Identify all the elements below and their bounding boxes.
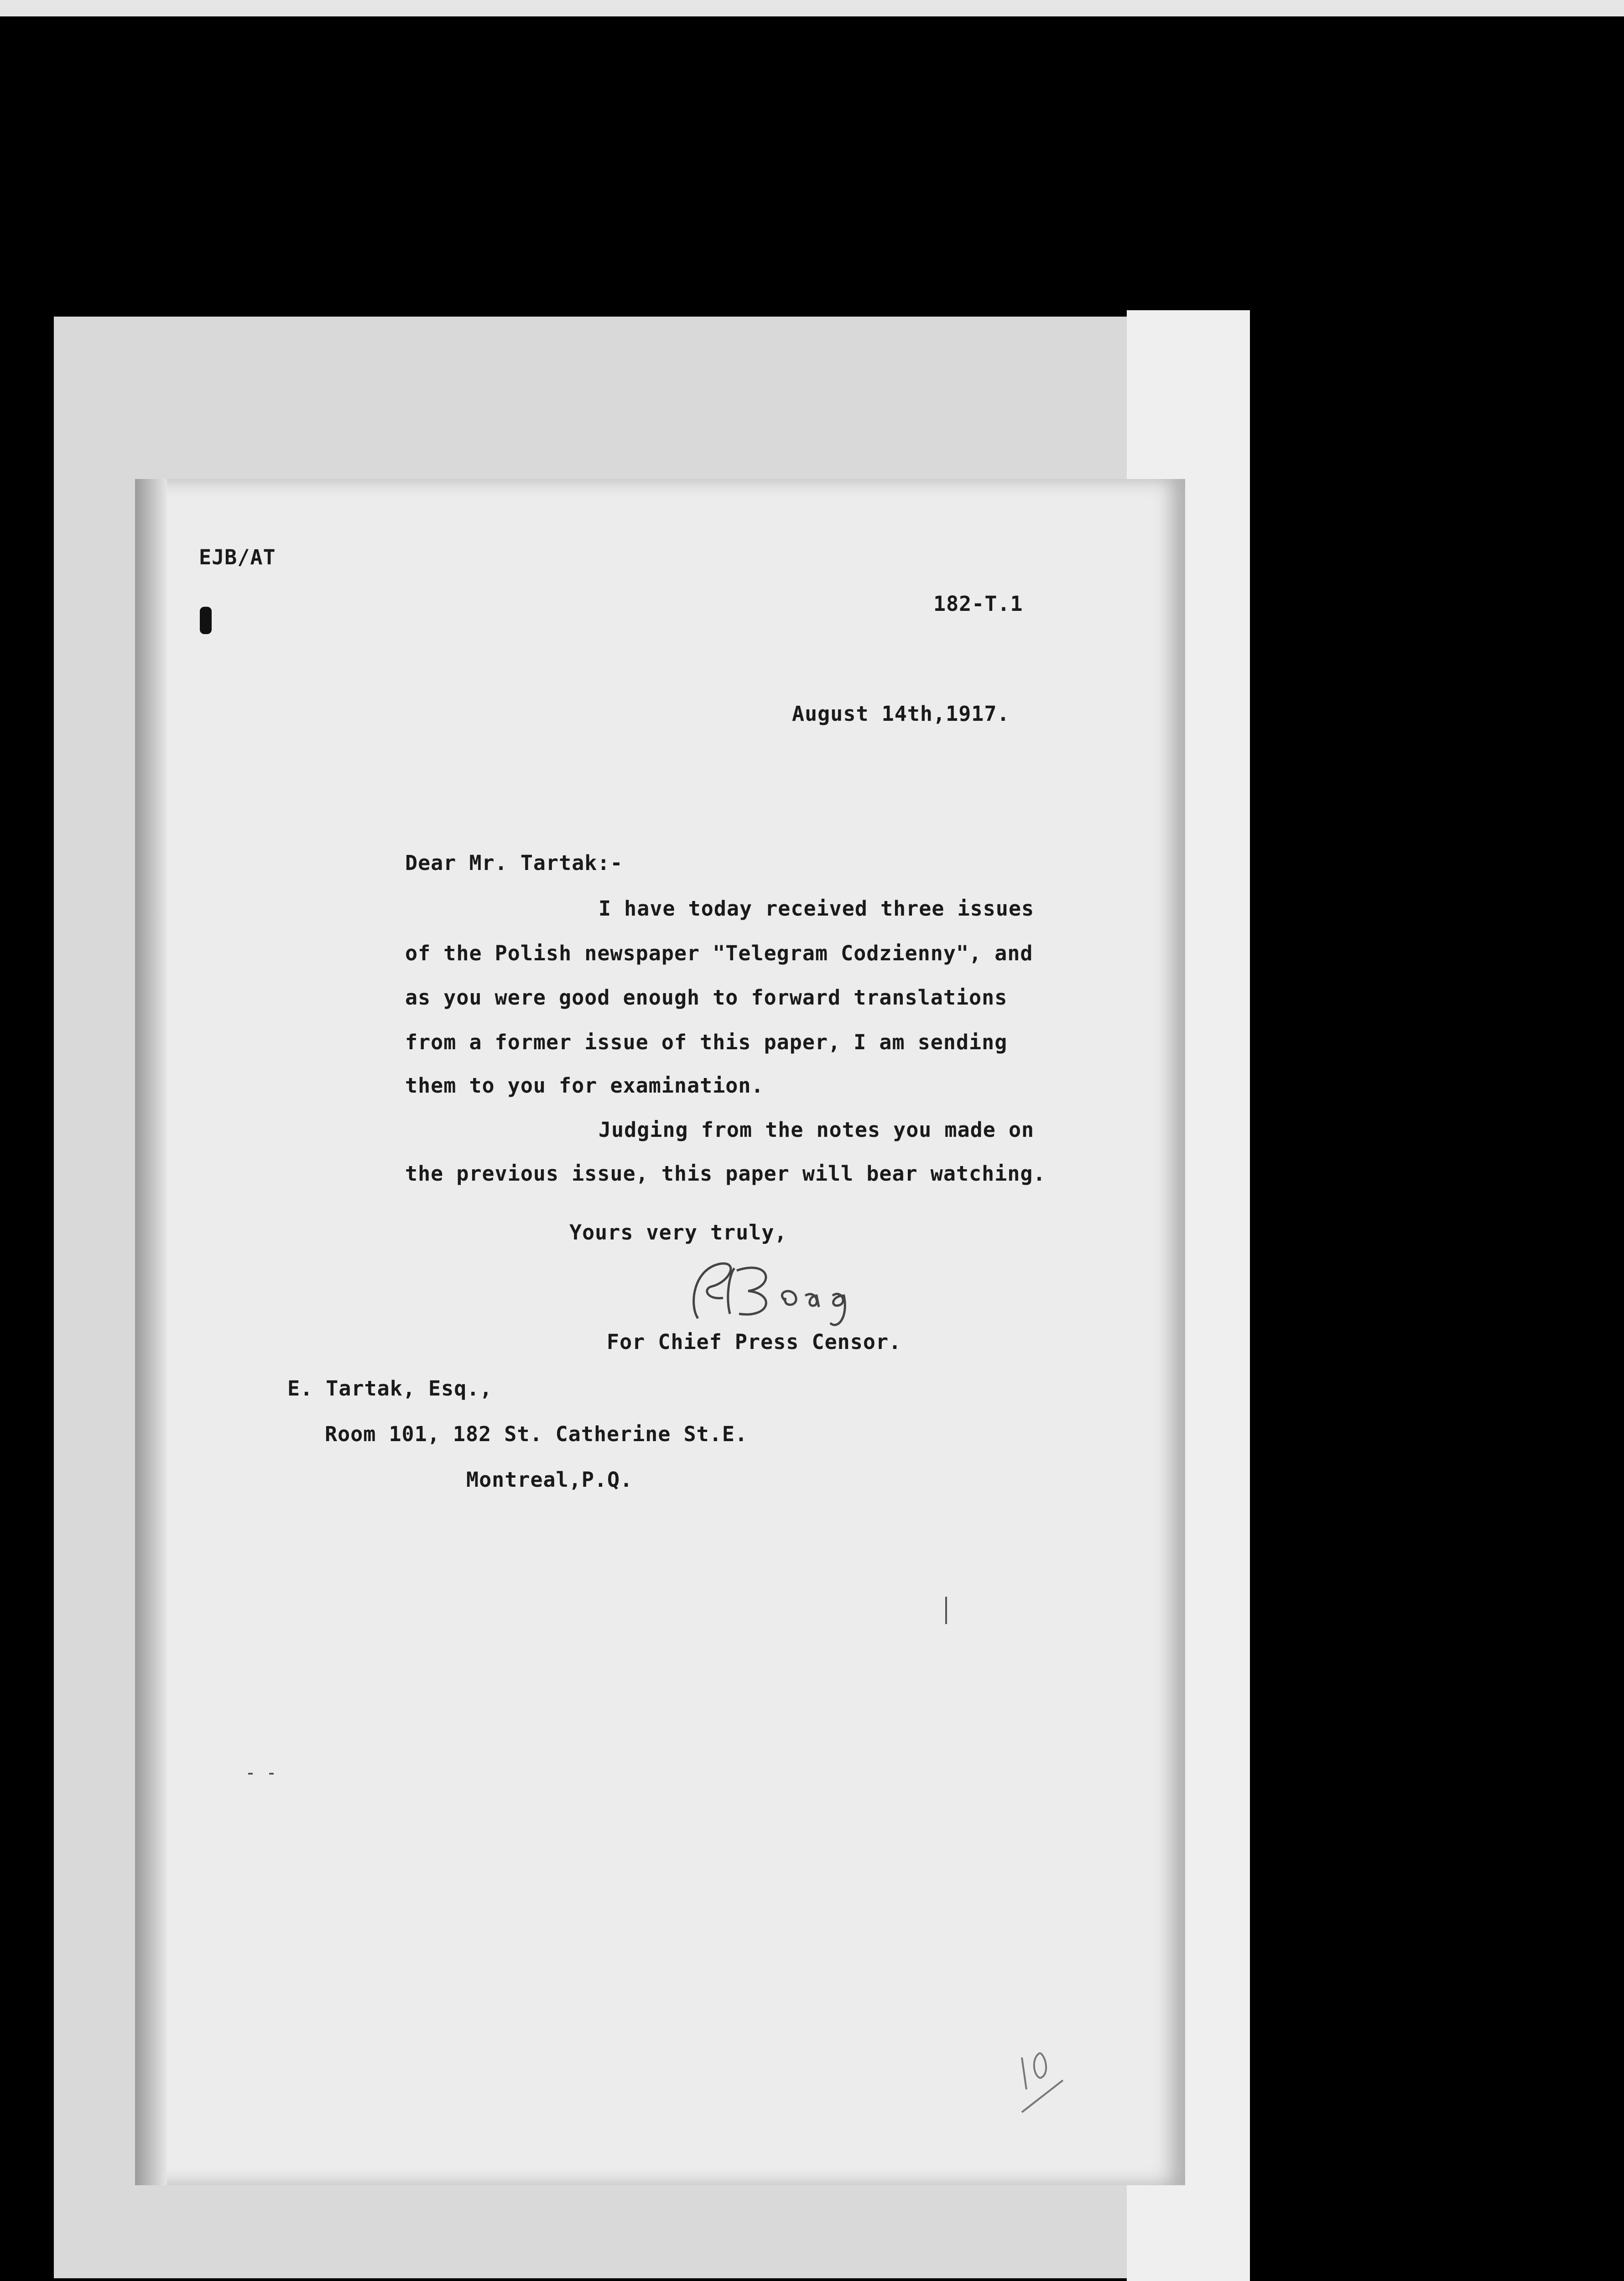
paper-fleck [248, 1773, 253, 1775]
body-line-5: them to you for examination. [405, 1073, 764, 1098]
body-line-3: as you were good enough to forward translations [405, 985, 1008, 1010]
letter-page-shadow [135, 479, 167, 2185]
body-line-4: from a former issue of this paper, I am sending [405, 1030, 1008, 1054]
handwritten-signature [680, 1250, 880, 1341]
salutation: Dear Mr. Tartak:- [405, 851, 623, 875]
closing: Yours very truly, [569, 1220, 787, 1245]
body-line-1: I have today received three issues [599, 896, 1035, 921]
paper-fleck [945, 1597, 947, 1624]
letter-date: August 14th,1917. [792, 702, 1010, 726]
recipient-city: Montreal,P.Q. [466, 1468, 633, 1492]
recipient-name: E. Tartak, Esq., [287, 1376, 493, 1401]
body-line-6: Judging from the notes you made on [599, 1118, 1035, 1142]
punch-mark [200, 607, 212, 634]
pencil-annotation [1008, 2044, 1067, 2121]
signatory-title: For Chief Press Censor. [607, 1330, 902, 1354]
body-line-2: of the Polish newspaper "Telegram Codzienny", and [405, 941, 1033, 965]
scanner-top-strip [0, 0, 1624, 16]
typist-initials: EJB/AT [199, 545, 276, 569]
file-reference: 182-T.1 [933, 592, 1023, 616]
paper-fleck [269, 1773, 274, 1775]
recipient-address: Room 101, 182 St. Catherine St.E. [325, 1422, 748, 1446]
body-line-7: the previous issue, this paper will bear watching. [405, 1161, 1046, 1186]
